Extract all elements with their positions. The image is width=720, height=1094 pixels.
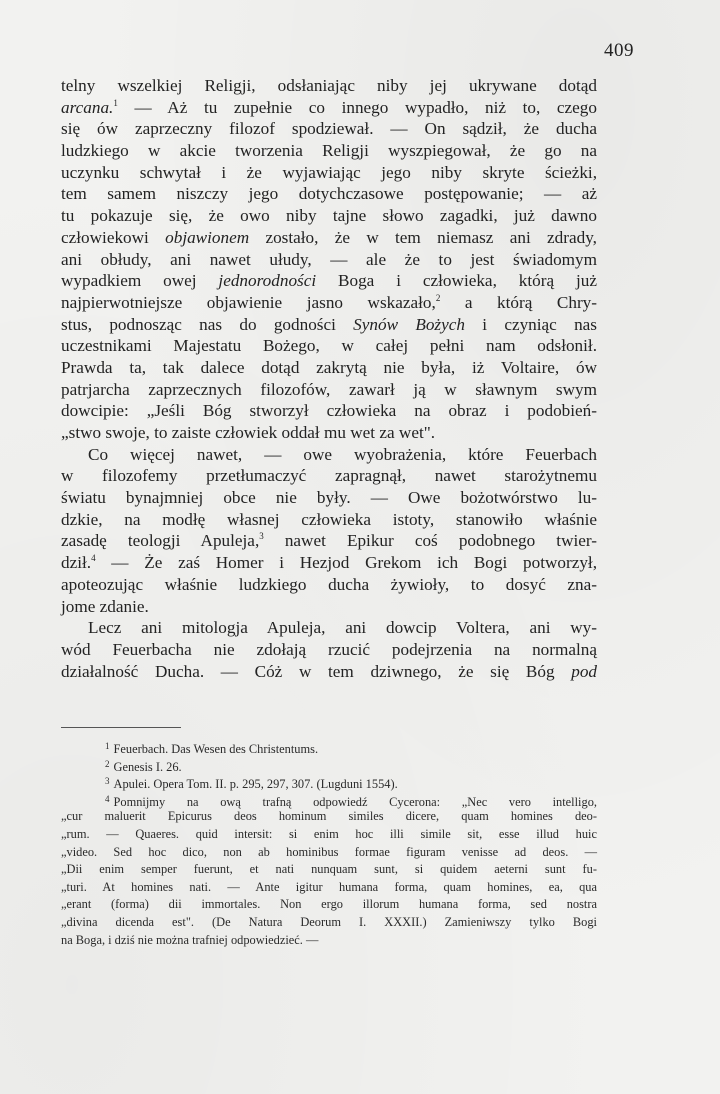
text-run: „stwo swoje, to zaiste człowiek oddał mu wet za wet".	[61, 423, 436, 442]
footnote-number: 2	[105, 758, 110, 769]
footnote-text: Feuerbach. Das Wesen des Christentums.	[113, 742, 319, 756]
text-line	[61, 335, 597, 357]
text-run: apoteozując właśnie ludzkiego ducha żywioły, to dosyć zna-	[61, 574, 597, 594]
text-run: a którą Chry-	[440, 292, 598, 312]
text-run: się ów zaprzeczny filozof spodziewał. — On sądził, że ducha	[61, 119, 597, 139]
italic-text: Synów Bożych	[353, 314, 465, 334]
text-run: dowcipie: „Jeśli Bóg stworzył człowieka na obraz i podobień-	[61, 401, 597, 421]
text-run: najpierwotniejsze objawienie jasno wskazało,	[61, 292, 436, 312]
text-line	[61, 75, 597, 97]
footnote-continuation: „Dii enim semper fuerunt, et nati nunquam sunt, si quidem aeterni sunt fu-	[61, 862, 597, 877]
text-run: patrjarcha zaprzecznych filozofów, zawarł ją w sławnym swym	[61, 379, 597, 399]
text-run: dzkie, na modłę własnej człowieka istoty, stanowiło właśnie	[61, 509, 597, 529]
text-line	[61, 140, 597, 162]
text-run: Lecz ani mitologja Apuleja, ani dowcip Voltera, ani wy-	[88, 618, 597, 638]
italic-text: objawionem	[165, 227, 250, 247]
footnote-continuation: „cur maluerit Epicurus deos hominum similes dicere, quam homines deo-	[61, 809, 597, 824]
text-line	[61, 379, 597, 401]
text-run: zostało, że w tem niemasz ani zdrady,	[249, 227, 597, 247]
footnote-divider	[61, 727, 181, 728]
footnote-continuation: „rum. — Quaeres. quid intersit: si enim hoc illi simile sit, esse illud huic	[61, 826, 597, 841]
text-line	[61, 400, 597, 422]
text-run: uczynku schwytał i że wyjawiając jego niby skryte ścieżki,	[61, 162, 597, 182]
text-run: stus, podnosząc nas do godności	[61, 314, 354, 334]
text-run: — Aż tu zupełnie co innego wypadło, niż to, czego	[117, 97, 597, 117]
footnote-text: Pomnijmy na ową trafną odpowiedź Cycerona: „Nec vero intelligo,	[113, 794, 597, 809]
text-run: — Że zaś Homer i Hezjod Grekom ich Bogi potworzył,	[95, 553, 597, 573]
text-run: dził.	[61, 553, 92, 573]
page-number: 409	[604, 40, 634, 61]
footnote-ref: 1	[113, 97, 118, 108]
footnote	[90, 756, 597, 774]
text-run: ludzkiego w akcie tworzenia Religji wyszpiegował, że go na	[61, 141, 597, 161]
italic-text: jednorodności	[218, 271, 317, 291]
text-line	[61, 509, 597, 531]
footnote-text: Apulei. Opera Tom. II. p. 295, 297, 307. (Lugduni 1554).	[113, 777, 398, 792]
text-run: w filozofemy przetłumaczyć zapragnął, nawet starożytnemu	[61, 466, 597, 486]
text-line	[61, 118, 597, 140]
text-line	[61, 292, 597, 314]
footnote	[90, 791, 597, 809]
text-run: tu pokazuje się, że owo niby tajne słowo zagadki, już dawno	[61, 206, 597, 226]
text-run: i czyniąc nas	[464, 314, 597, 334]
text-run: uczestnikami Majestatu Bożego, w całej pełni nam odsłonił.	[61, 336, 597, 356]
text-run: wypadkiem owej	[61, 271, 219, 291]
footnote-number: 4	[105, 793, 110, 804]
text-run: telny wszelkiej Religji, odsłaniając niby jej ukrywane dotąd	[61, 76, 597, 95]
text-line	[61, 661, 597, 683]
text-line	[61, 249, 597, 271]
text-run: światu bynajmniej obce nie były. — Owe bożotwórstwo lu-	[61, 488, 597, 508]
text-line	[61, 444, 597, 466]
footnote-continuation: „turi. At homines nati. — Ante igitur humana forma, quam homines, ea, qua	[61, 879, 597, 894]
text-line	[61, 227, 597, 249]
footnote-ref: 2	[435, 292, 441, 303]
text-run: Co więcej nawet, — owe wyobrażenia, które Feuerbach	[88, 444, 597, 464]
text-line	[61, 552, 597, 574]
text-line	[61, 97, 597, 119]
text-line	[61, 530, 597, 552]
text-line	[61, 465, 597, 487]
footnote	[90, 738, 597, 756]
footnote-continuation: „erant (forma) dii immortales. Non ergo illorum humana forma, sed nostra	[61, 897, 597, 912]
footnote-number: 3	[105, 776, 110, 787]
text-run: nawet Epikur coś podobnego twier-	[263, 531, 597, 551]
text-line	[61, 639, 597, 661]
footnote-continuation: „video. Sed hoc dico, non ab hominibus formae figuram venisse ad deos. —	[61, 844, 597, 859]
footnote-ref: 3	[259, 531, 264, 542]
text-line	[61, 617, 597, 639]
footnote-number: 1	[105, 741, 110, 751]
main-text	[61, 75, 597, 682]
italic-text: arcana.	[61, 97, 114, 117]
text-line	[61, 183, 597, 205]
text-run: zasadę teologji Apuleja,	[61, 531, 260, 551]
text-run: człowiekowi	[61, 227, 166, 247]
text-run: jome zdanie.	[61, 596, 149, 616]
text-line	[61, 162, 597, 184]
footnote	[90, 773, 597, 791]
text-line	[61, 596, 597, 618]
footnote-continuation: na Boga, i dziś nie można trafniej odpowiedzieć. —	[61, 932, 319, 947]
text-run: tem samem niszczy jego dotychczasowe postępowanie; — aż	[61, 184, 597, 204]
text-line	[61, 357, 597, 379]
footnote-ref: 4	[91, 553, 96, 564]
footnotes	[61, 738, 597, 949]
text-line	[61, 270, 597, 292]
text-line	[61, 487, 597, 509]
text-run: Prawda ta, tak dalece dotąd zakrytą nie była, iż Voltaire, ów	[61, 357, 597, 377]
italic-text: pod	[571, 661, 597, 681]
text-line	[61, 205, 597, 227]
footnote-text: Genesis I. 26.	[113, 759, 182, 774]
text-line	[61, 574, 597, 596]
text-line	[61, 422, 597, 444]
text-run: wód Feuerbacha nie zdołają rzucić podejrzenia na normalną	[61, 639, 597, 659]
text-line	[61, 314, 597, 336]
text-run: ani obłudy, ani nawet ułudy, — ale że to jest świadomym	[61, 249, 597, 269]
text-run: działalność Ducha. — Cóż w tem dziwnego, że się Bóg	[61, 661, 572, 681]
text-run: Boga i człowieka, którą już	[316, 271, 597, 291]
footnote-continuation: „divina dicenda est". (De Natura Deorum I. XXXII.) Zamieniwszy tylko Bogi	[61, 914, 597, 929]
